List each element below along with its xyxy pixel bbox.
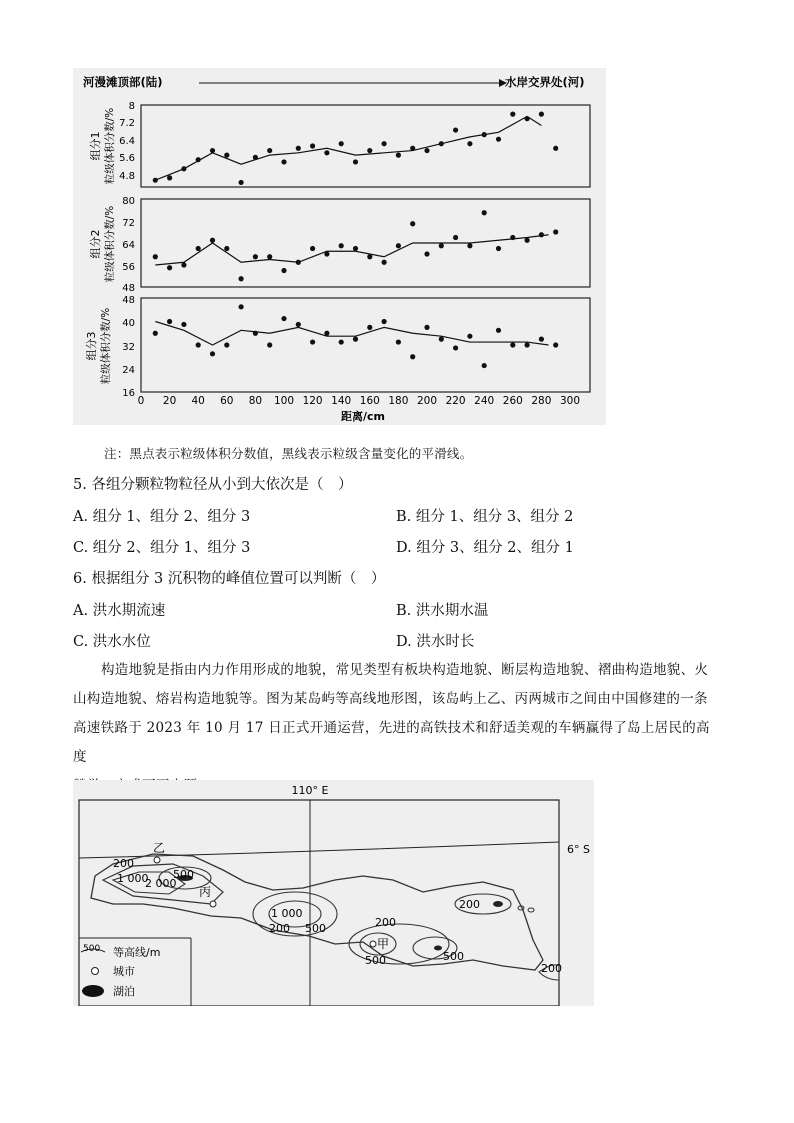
contour-label: 200 (541, 962, 562, 975)
data-point (367, 148, 372, 153)
question-5-stem: 5. 各组分颗粒物粒径从小到大依次是（ ） (73, 477, 353, 493)
y-tick-label: 64 (122, 240, 135, 251)
contour-line (349, 924, 449, 964)
data-point (410, 221, 415, 226)
q6-option-a[interactable]: A. 洪水期流速 (73, 603, 166, 619)
data-point (281, 268, 286, 273)
data-point (396, 153, 401, 158)
data-point (210, 238, 215, 243)
islet (528, 908, 534, 912)
y-tick-label: 5.6 (119, 153, 135, 164)
y-tick-label: 56 (122, 262, 135, 273)
legend-contour-label: 等高线/m (113, 946, 161, 959)
q6-option-c[interactable]: C. 洪水水位 (73, 634, 151, 650)
data-point (367, 325, 372, 330)
data-point (424, 251, 429, 256)
y-tick-label: 16 (122, 388, 135, 399)
data-point (296, 146, 301, 151)
passage-line: 构造地貌是指由内力作用形成的地貌，常见类型有板块构造地貌、断层构造地貌、褶曲构造地貌、火 (101, 662, 709, 678)
data-point (553, 229, 558, 234)
contour-label: 500 (365, 954, 386, 967)
data-point (353, 246, 358, 251)
data-point (353, 337, 358, 342)
legend-city-label: 城市 (113, 965, 135, 978)
question-6-stem: 6. 根据组分 3 沉积物的峰值位置可以判断（ ） (73, 571, 386, 587)
q5-option-d[interactable]: D. 组分 3、组分 2、组分 1 (396, 540, 574, 556)
data-point (410, 354, 415, 359)
data-point (553, 146, 558, 151)
city-label-yi: 乙 (153, 841, 166, 855)
data-point (439, 337, 444, 342)
legend-lake-icon (82, 985, 104, 997)
header-right-label: 水岸交界处(河) (505, 75, 585, 89)
y-tick-label: 6.4 (119, 136, 135, 147)
contour-map-svg (73, 780, 594, 1006)
smoothing-line (155, 322, 548, 346)
data-point (482, 363, 487, 368)
latitude-label: 6° S (567, 843, 590, 856)
data-point (267, 342, 272, 347)
legend-city-icon (92, 968, 99, 975)
data-point (496, 246, 501, 251)
city-marker (370, 941, 376, 947)
x-tick-label: 20 (162, 395, 177, 407)
contour-label: 200 (459, 898, 480, 911)
x-tick-label: 80 (248, 395, 263, 407)
data-point (281, 316, 286, 321)
data-point (424, 325, 429, 330)
y-tick-label: 80 (122, 196, 135, 207)
q5-option-b[interactable]: B. 组分 1、组分 3、组分 2 (396, 509, 574, 525)
plot-layer (153, 112, 559, 369)
parallel-line (79, 842, 559, 858)
data-point (482, 210, 487, 215)
figure-note: 注：黑点表示粒级体积分数值，黑线表示粒级含量变化的平滑线。 (104, 446, 473, 461)
data-point (196, 246, 201, 251)
data-point (239, 304, 244, 309)
x-tick-label: 140 (331, 395, 352, 407)
y-tick-label: 4.8 (119, 171, 135, 182)
data-point (339, 243, 344, 248)
y-tick-label: 24 (122, 365, 135, 376)
data-point (181, 322, 186, 327)
grain-size-chart-figure (73, 68, 606, 425)
data-point (224, 153, 229, 158)
data-point (239, 276, 244, 281)
panel1-y-ticks (119, 101, 135, 182)
panel3-frame (141, 298, 590, 392)
data-point (181, 262, 186, 267)
data-point (310, 339, 315, 344)
data-point (424, 148, 429, 153)
data-point (196, 342, 201, 347)
data-point (239, 180, 244, 185)
grain-size-chart (73, 68, 606, 425)
y-tick-label: 48 (122, 295, 135, 306)
data-point (167, 175, 172, 180)
contour-label: 1 000 (271, 907, 303, 920)
panel3-y-ticks (122, 295, 135, 399)
legend-lake-label: 湖泊 (113, 985, 135, 998)
data-point (510, 112, 515, 117)
data-point (167, 265, 172, 270)
contour-label: 500 (305, 922, 326, 935)
x-axis-label: 距离/cm (341, 410, 385, 423)
contour-label: 200 (375, 916, 396, 929)
data-point (224, 246, 229, 251)
data-point (153, 254, 158, 259)
panel3-ylabel-b: 粒级体积分数/% (100, 307, 112, 385)
header-left-label: 河漫滩顶部(陆) (83, 75, 163, 89)
data-point (539, 337, 544, 342)
data-point (267, 148, 272, 153)
panel3-ylabel-a: 组分3 (85, 331, 98, 361)
data-point (453, 345, 458, 350)
passage-line: 高速铁路于 2023 年 10 月 17 日正式开通运营，先进的高铁技术和舒适美观的车辆赢得了岛上居民的高度 (73, 720, 710, 765)
panel1-ylabel-b: 粒级体积分数/% (104, 107, 116, 185)
data-point (496, 328, 501, 333)
data-point (396, 243, 401, 248)
x-tick-label: 160 (359, 395, 380, 407)
panel1-frame (141, 105, 590, 187)
data-point (382, 260, 387, 265)
data-point (396, 339, 401, 344)
panel2-ylabel-b: 粒级体积分数/% (104, 205, 116, 283)
lake-shape (434, 946, 442, 951)
x-tick-label: 100 (273, 395, 295, 407)
q5-option-a[interactable]: A. 组分 1、组分 2、组分 3 (73, 509, 251, 525)
q5-option-c[interactable]: C. 组分 2、组分 1、组分 3 (73, 540, 251, 556)
data-point (525, 238, 530, 243)
x-tick-label: 200 (416, 395, 438, 407)
contour-label: 200 (269, 922, 290, 935)
map-legend (79, 938, 191, 1006)
x-tick-label: 120 (302, 395, 323, 407)
city-label-jia: 甲 (377, 937, 390, 951)
contour-label: 200 (113, 857, 134, 870)
x-tick-label: 300 (559, 395, 581, 407)
data-point (167, 319, 172, 324)
contour-label: 1 000 (117, 872, 149, 885)
map-frame (79, 800, 559, 1006)
data-point (510, 342, 515, 347)
data-point (382, 141, 387, 146)
data-point (453, 235, 458, 240)
data-point (439, 243, 444, 248)
data-point (324, 150, 329, 155)
data-point (539, 232, 544, 237)
x-tick-label: 40 (191, 395, 205, 407)
passage-line: 山构造地貌、熔岩构造地貌等。图为某岛屿等高线地形图，该岛屿上乙、丙两城市之间由中国修建的一条 (73, 691, 708, 707)
city-marker (210, 901, 216, 907)
data-point (310, 246, 315, 251)
data-point (224, 342, 229, 347)
x-tick-labels (138, 395, 580, 407)
data-point (339, 339, 344, 344)
x-tick-label: 60 (220, 395, 234, 407)
data-point (496, 137, 501, 142)
data-point (467, 141, 472, 146)
data-point (382, 319, 387, 324)
panel1-ylabel-a: 组分1 (89, 131, 102, 161)
contour-label: 2 000 (145, 877, 177, 890)
island-contour-map (73, 780, 594, 1006)
data-point (467, 243, 472, 248)
data-point (453, 127, 458, 132)
q6-option-d[interactable]: D. 洪水时长 (396, 634, 475, 650)
city-label-bing: 丙 (199, 885, 212, 899)
x-tick-label: 240 (474, 395, 495, 407)
x-tick-label: 0 (137, 395, 145, 407)
legend-contour-value: 500 (83, 944, 101, 954)
y-tick-label: 32 (122, 342, 135, 353)
y-tick-label: 8 (128, 101, 135, 112)
data-point (296, 322, 301, 327)
data-point (539, 112, 544, 117)
lake-shape (493, 901, 503, 907)
y-tick-label: 48 (122, 283, 135, 294)
x-tick-label: 220 (445, 395, 466, 407)
data-point (553, 342, 558, 347)
city-marker (154, 857, 160, 863)
q6-option-b[interactable]: B. 洪水期水温 (396, 603, 489, 619)
x-tick-label: 260 (502, 395, 523, 407)
data-point (467, 334, 472, 339)
y-tick-label: 72 (122, 218, 135, 229)
contour-label: 500 (443, 950, 464, 963)
data-point (153, 331, 158, 336)
data-point (267, 254, 272, 259)
data-point (210, 351, 215, 356)
data-point (525, 342, 530, 347)
x-tick-label: 280 (531, 395, 552, 407)
y-tick-label: 40 (122, 318, 135, 329)
panel2-ylabel-a: 组分2 (89, 229, 102, 259)
data-point (339, 141, 344, 146)
data-point (310, 143, 315, 148)
data-point (253, 254, 258, 259)
longitude-label: 110° E (291, 784, 329, 797)
contour-label: 500 (173, 868, 194, 881)
data-point (281, 159, 286, 164)
data-point (353, 159, 358, 164)
y-tick-label: 7.2 (119, 118, 135, 129)
panel2-frame (141, 199, 590, 287)
panel2-y-ticks (122, 196, 135, 294)
x-tick-label: 180 (388, 395, 409, 407)
